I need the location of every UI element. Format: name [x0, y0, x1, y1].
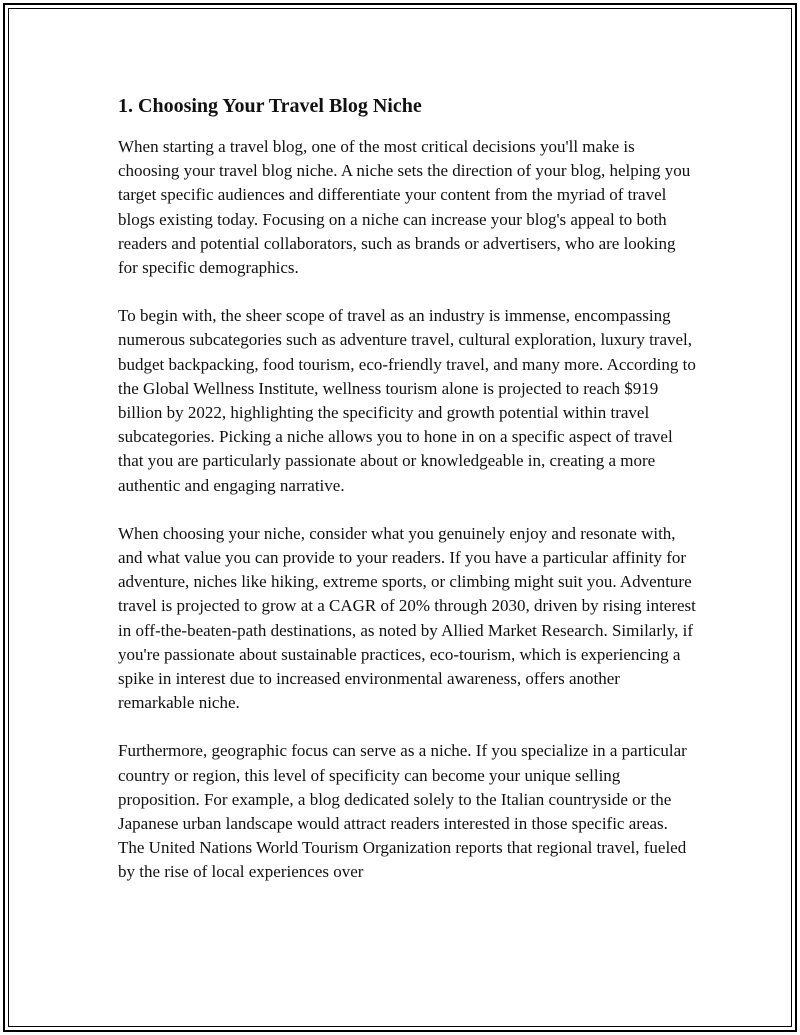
paragraph-3: When choosing your niche, consider what you genuinely enjoy and resonate with, and what value you can provide to your readers. If you have a particular affinity for adventure, niches like hiking, extreme sports, or climbing might suit you. Adventure travel is projected to grow at a CAGR of 20% through 2030, driven by rising interest in off-the-beaten-path destinations, as noted by Allied Market Research. Similarly, if you're passionate about sustainable practices, eco-tourism, which is experiencing a spike in interest due to increased environmental awareness, offers another remarkable niche. — [118, 523, 696, 713]
document-body — [118, 93, 698, 909]
paragraph-4: Furthermore, geographic focus can serve as a niche. If you specialize in a particular country or region, this level of specificity can become your unique selling proposition. For example, a blog dedicated solely to the Italian countryside or the Japanese urban landscape would attract readers interested in those specific areas. The United Nations World Tourism Organization reports that regional travel, fueled by the rise of local experiences over — [118, 741, 687, 882]
paragraph-2: To begin with, the sheer scope of travel as an industry is immense, encompassing numerous subcategories such as adventure travel, cultural exploration, luxury travel, budget backpacking, food tourism, eco-friendly travel, and many more. According to the Global Wellness Institute, wellness tourism alone is projected to reach $919 billion by 2022, highlighting the specificity and growth potential within travel subcategories. Picking a niche allows you to hone in on a specific aspect of travel that you are particularly passionate about or knowledgeable in, creating a more authentic and engaging narrative. — [118, 306, 696, 495]
section-heading: 1. Choosing Your Travel Blog Niche — [118, 95, 422, 117]
paragraph-1: When starting a travel blog, one of the most critical decisions you'll make is choosing your travel blog niche. A niche sets the direction of your blog, helping you target specific audiences and differentiate your content from the myriad of travel blogs existing today. Focusing on a niche can increase your blog's appeal to both readers and potential collaborators, such as brands or advertisers, who are looking for specific demographics. — [118, 137, 691, 278]
